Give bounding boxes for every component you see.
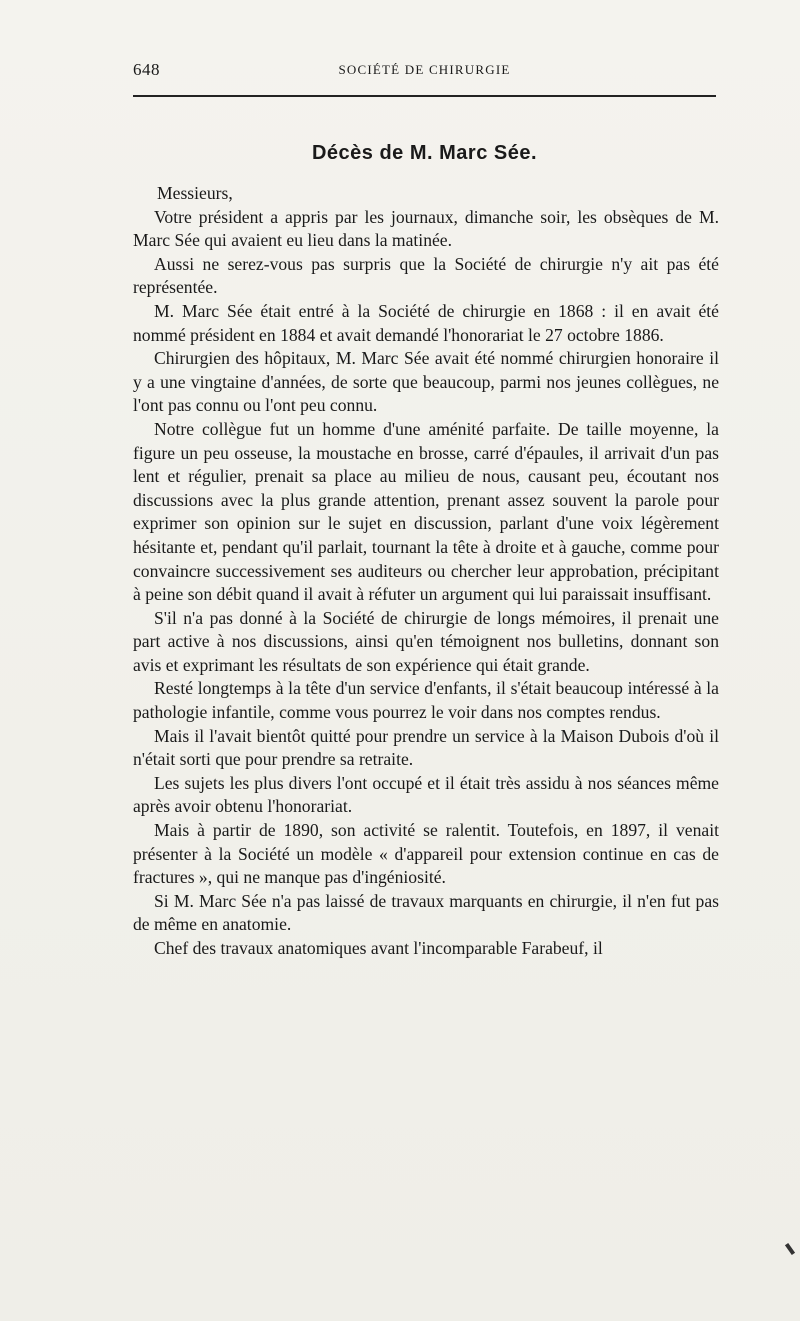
paragraph: Aussi ne serez-vous pas surpris que la Société de chirurgie n'y ait pas été représentée.	[133, 253, 719, 298]
running-head: SOCIÉTÉ DE CHIRURGIE	[338, 62, 511, 77]
article-body	[133, 182, 719, 961]
page-header	[133, 60, 716, 86]
paragraph: Chef des travaux anatomiques avant l'incomparable Farabeuf, il	[154, 938, 603, 958]
article-title: Décès de M. Marc Sée.	[311, 142, 538, 164]
paragraph: Chirurgien des hôpitaux, M. Marc Sée avait été nommé chirurgien honoraire il y a une vingtaine d'années, de sorte que beaucoup, parmi nos jeunes collègues, ne l'ont pas connu ou l'ont peu connu.	[133, 348, 719, 416]
page-number: 648	[133, 60, 160, 79]
paragraph: Notre collègue fut un homme d'une aménité parfaite. De taille moyenne, la figure un peu osseuse, la moustache en brosse, carré d'épaules, il arrivait d'un pas lent et régulier, prenait sa place au milieu de nous, causant peu, écoutant nos discussions avec la plus grande attention, prenant assez souvent la parole pour exprimer son opinion sur le sujet en discussion, parlant d'une voix légèrement hésitante et, pendant qu'il parlait, tournant la tête à droite et à gauche, comme pour convaincre successivement ses auditeurs ou chercher leur approbation, précipitant à peine son débit quand il avait à réfuter un argument qui lui paraissait insuffisant.	[133, 418, 719, 605]
paragraph: S'il n'a pas donné à la Société de chirurgie de longs mémoires, il prenait une part active à nos discussions, ainsi qu'en témoignent nos bulletins, donnant son avis et exprimant les résultats de son expérience qui était grande.	[133, 607, 719, 675]
paragraph: Resté longtemps à la tête d'un service d'enfants, il s'était beaucoup intéressé à la pathologie infantile, comme vous pourrez le voir dans nos comptes rendus.	[133, 678, 719, 723]
paragraph: Mais il l'avait bientôt quitté pour prendre un service à la Maison Dubois d'où il n'était sorti que pour prendre sa retraite.	[133, 725, 719, 770]
ink-speck	[785, 1243, 795, 1255]
paragraph: Votre président a appris par les journaux, dimanche soir, les obsèques de M. Marc Sée qui avaient eu lieu dans la matinée.	[133, 206, 719, 251]
salutation: Messieurs,	[157, 183, 233, 203]
header-rule	[133, 95, 716, 97]
paragraph: Mais à partir de 1890, son activité se ralentit. Toutefois, en 1897, il venait présenter à la Société un modèle « d'appareil pour extension continue en cas de fractures », qui ne manque pas d'ingéniosité.	[133, 820, 719, 888]
paragraph: Si M. Marc Sée n'a pas laissé de travaux marquants en chirurgie, il n'en fut pas de même en anatomie.	[133, 890, 719, 935]
paragraph: Les sujets les plus divers l'ont occupé et il était très assidu à nos séances même après avoir obtenu l'honorariat.	[133, 772, 719, 817]
paragraph: M. Marc Sée était entré à la Société de chirurgie en 1868 : il en avait été nommé président en 1884 et avait demandé l'honorariat le 27 octobre 1886.	[133, 300, 719, 345]
